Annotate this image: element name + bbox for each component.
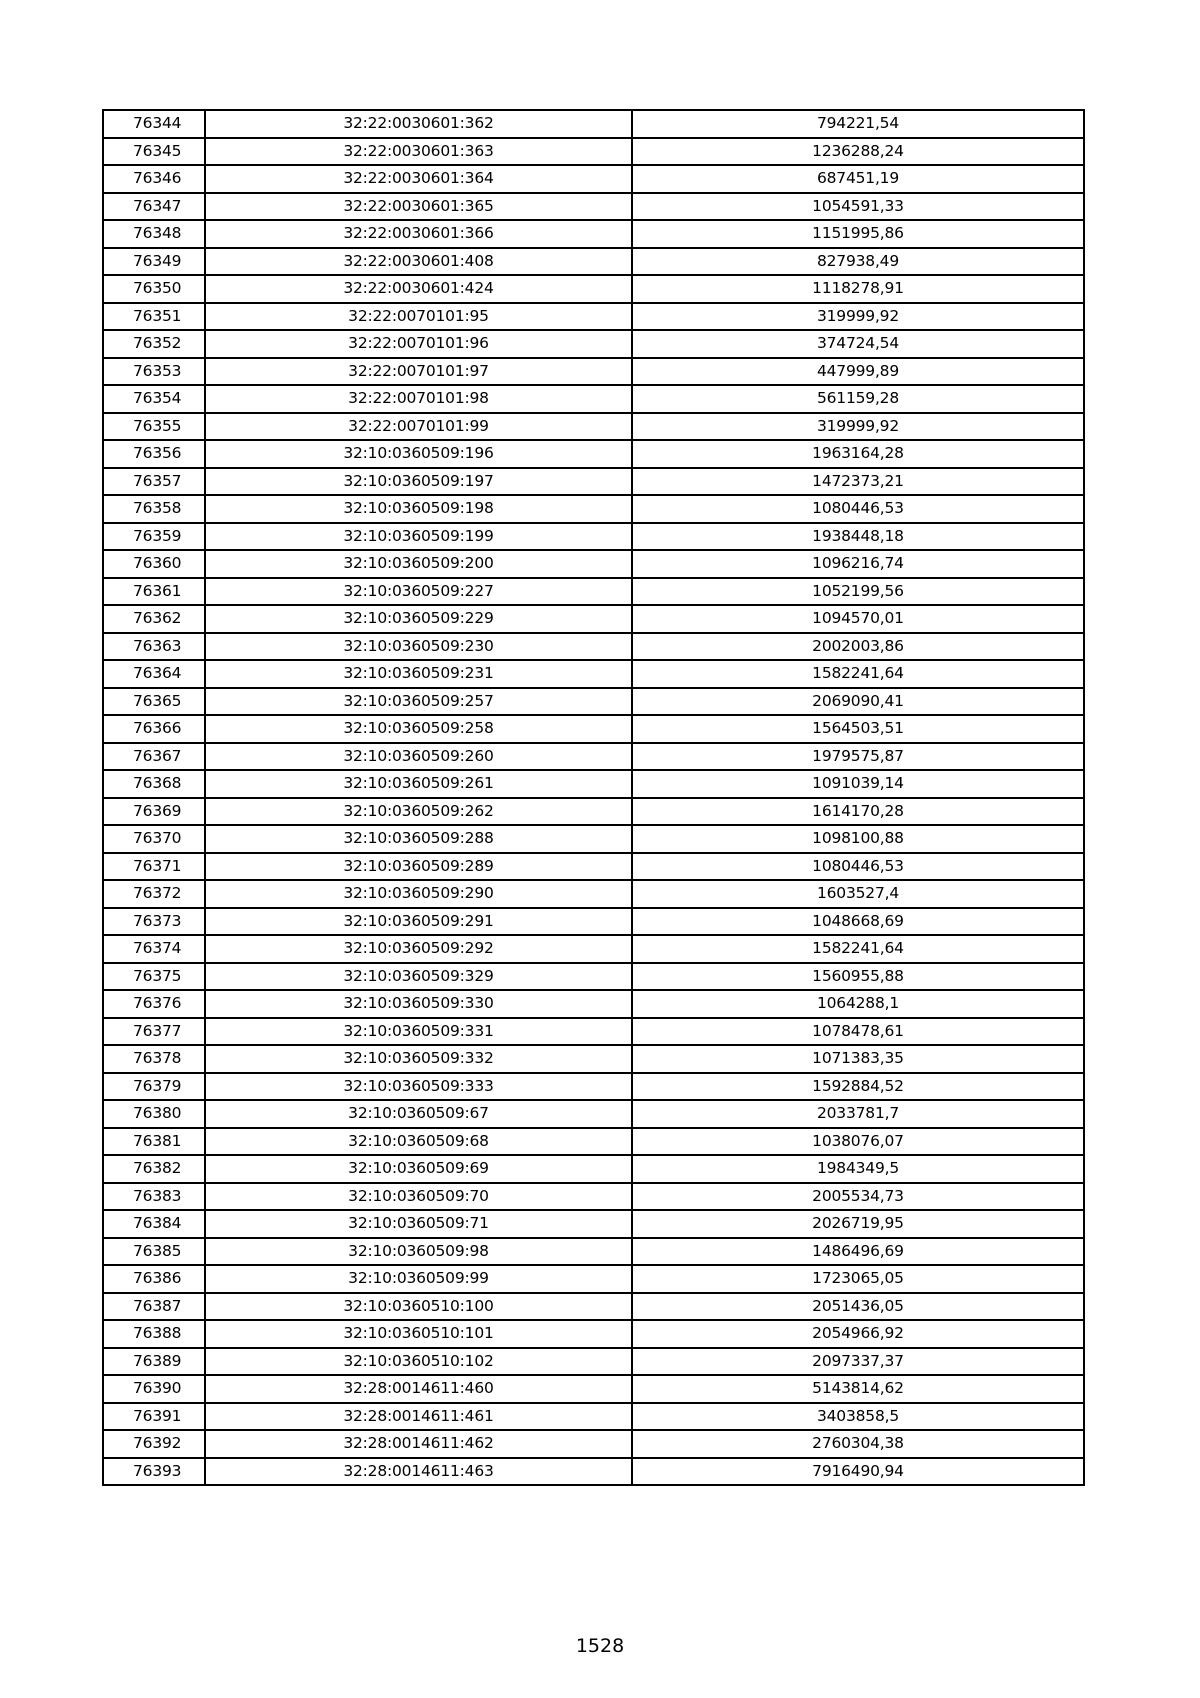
value-cell: 1048668,69: [632, 908, 1084, 936]
cadastral-number-cell: 32:10:0360509:329: [205, 963, 632, 991]
row-number-cell: 76383: [103, 1183, 205, 1211]
row-number-cell: 76357: [103, 468, 205, 496]
value-cell: 827938,49: [632, 248, 1084, 276]
cadastral-number-cell: 32:10:0360509:291: [205, 908, 632, 936]
table-row: [103, 1100, 1084, 1128]
table-row: [103, 578, 1084, 606]
table-row: [103, 1375, 1084, 1403]
row-number-cell: 76371: [103, 853, 205, 881]
row-number-cell: 76372: [103, 880, 205, 908]
row-number-cell: 76358: [103, 495, 205, 523]
value-cell: 1560955,88: [632, 963, 1084, 991]
table-row: [103, 440, 1084, 468]
row-number-cell: 76370: [103, 825, 205, 853]
table-row: [103, 770, 1084, 798]
cadastral-number-cell: 32:10:0360509:199: [205, 523, 632, 551]
row-number-cell: 76377: [103, 1018, 205, 1046]
cadastral-number-cell: 32:28:0014611:460: [205, 1375, 632, 1403]
row-number-cell: 76349: [103, 248, 205, 276]
cadastral-number-cell: 32:10:0360509:196: [205, 440, 632, 468]
cadastral-number-cell: 32:10:0360509:289: [205, 853, 632, 881]
value-cell: 2033781,7: [632, 1100, 1084, 1128]
row-number-cell: 76385: [103, 1238, 205, 1266]
value-cell: 1236288,24: [632, 138, 1084, 166]
row-number-cell: 76359: [103, 523, 205, 551]
table-row: [103, 1348, 1084, 1376]
value-cell: 1614170,28: [632, 798, 1084, 826]
cadastral-number-cell: 32:10:0360509:330: [205, 990, 632, 1018]
table-row: [103, 1403, 1084, 1431]
cadastral-number-cell: 32:22:0030601:408: [205, 248, 632, 276]
cadastral-number-cell: 32:10:0360510:101: [205, 1320, 632, 1348]
table-row: [103, 1320, 1084, 1348]
cadastral-number-cell: 32:10:0360510:102: [205, 1348, 632, 1376]
cadastral-number-cell: 32:10:0360509:333: [205, 1073, 632, 1101]
row-number-cell: 76384: [103, 1210, 205, 1238]
cadastral-number-cell: 32:10:0360509:229: [205, 605, 632, 633]
value-cell: 1723065,05: [632, 1265, 1084, 1293]
cadastral-number-cell: 32:10:0360509:98: [205, 1238, 632, 1266]
table-row: [103, 110, 1084, 138]
value-cell: 3403858,5: [632, 1403, 1084, 1431]
cadastral-number-cell: 32:28:0014611:462: [205, 1430, 632, 1458]
value-cell: 2054966,92: [632, 1320, 1084, 1348]
table-row: [103, 1238, 1084, 1266]
cadastral-number-cell: 32:22:0030601:362: [205, 110, 632, 138]
row-number-cell: 76367: [103, 743, 205, 771]
table-row: [103, 990, 1084, 1018]
table-row: [103, 1430, 1084, 1458]
table-row: [103, 1018, 1084, 1046]
cadastral-number-cell: 32:10:0360509:198: [205, 495, 632, 523]
value-cell: 1486496,69: [632, 1238, 1084, 1266]
cadastral-number-cell: 32:10:0360509:230: [205, 633, 632, 661]
table-row: [103, 963, 1084, 991]
cadastral-number-cell: 32:10:0360509:200: [205, 550, 632, 578]
table-row: [103, 1073, 1084, 1101]
table-row: [103, 1155, 1084, 1183]
table-row: [103, 220, 1084, 248]
value-cell: 1098100,88: [632, 825, 1084, 853]
row-number-cell: 76345: [103, 138, 205, 166]
cadastral-number-cell: 32:22:0070101:99: [205, 413, 632, 441]
table-row: [103, 165, 1084, 193]
value-cell: 1038076,07: [632, 1128, 1084, 1156]
value-cell: 7916490,94: [632, 1458, 1084, 1486]
row-number-cell: 76344: [103, 110, 205, 138]
value-cell: 1592884,52: [632, 1073, 1084, 1101]
cadastral-number-cell: 32:22:0070101:98: [205, 385, 632, 413]
cadastral-number-cell: 32:10:0360509:288: [205, 825, 632, 853]
table-row: [103, 908, 1084, 936]
cadastral-number-cell: 32:22:0070101:95: [205, 303, 632, 331]
row-number-cell: 76354: [103, 385, 205, 413]
cadastral-number-cell: 32:10:0360510:100: [205, 1293, 632, 1321]
cadastral-number-cell: 32:10:0360509:227: [205, 578, 632, 606]
table-row: [103, 468, 1084, 496]
cadastral-number-cell: 32:10:0360509:262: [205, 798, 632, 826]
value-cell: 2760304,38: [632, 1430, 1084, 1458]
table-row: [103, 1458, 1084, 1486]
value-cell: 1052199,56: [632, 578, 1084, 606]
cadastral-number-cell: 32:10:0360509:290: [205, 880, 632, 908]
table-row: [103, 385, 1084, 413]
value-cell: 1078478,61: [632, 1018, 1084, 1046]
value-cell: 2051436,05: [632, 1293, 1084, 1321]
table-row: [103, 1045, 1084, 1073]
table-row: [103, 248, 1084, 276]
page-number: 1528: [575, 1635, 625, 1657]
row-number-cell: 76348: [103, 220, 205, 248]
row-number-cell: 76356: [103, 440, 205, 468]
value-cell: 319999,92: [632, 303, 1084, 331]
value-cell: 1151995,86: [632, 220, 1084, 248]
data-table: [102, 109, 1085, 1486]
value-cell: 1080446,53: [632, 495, 1084, 523]
cadastral-number-cell: 32:10:0360509:231: [205, 660, 632, 688]
row-number-cell: 76361: [103, 578, 205, 606]
table-row: [103, 825, 1084, 853]
table-row: [103, 633, 1084, 661]
table-row: [103, 688, 1084, 716]
row-number-cell: 76352: [103, 330, 205, 358]
value-cell: 1472373,21: [632, 468, 1084, 496]
value-cell: 1603527,4: [632, 880, 1084, 908]
row-number-cell: 76364: [103, 660, 205, 688]
row-number-cell: 76379: [103, 1073, 205, 1101]
cadastral-number-cell: 32:28:0014611:463: [205, 1458, 632, 1486]
value-cell: 1064288,1: [632, 990, 1084, 1018]
cadastral-number-cell: 32:10:0360509:260: [205, 743, 632, 771]
table-body: [103, 110, 1084, 1485]
row-number-cell: 76360: [103, 550, 205, 578]
table-row: [103, 880, 1084, 908]
cadastral-number-cell: 32:10:0360509:67: [205, 1100, 632, 1128]
cadastral-number-cell: 32:22:0030601:363: [205, 138, 632, 166]
value-cell: 447999,89: [632, 358, 1084, 386]
table-row: [103, 193, 1084, 221]
row-number-cell: 76365: [103, 688, 205, 716]
value-cell: 561159,28: [632, 385, 1084, 413]
value-cell: 1071383,35: [632, 1045, 1084, 1073]
table-row: [103, 935, 1084, 963]
cadastral-number-cell: 32:28:0014611:461: [205, 1403, 632, 1431]
value-cell: 319999,92: [632, 413, 1084, 441]
table-row: [103, 660, 1084, 688]
row-number-cell: 76387: [103, 1293, 205, 1321]
row-number-cell: 76386: [103, 1265, 205, 1293]
row-number-cell: 76351: [103, 303, 205, 331]
row-number-cell: 76347: [103, 193, 205, 221]
value-cell: 2097337,37: [632, 1348, 1084, 1376]
row-number-cell: 76389: [103, 1348, 205, 1376]
value-cell: 1979575,87: [632, 743, 1084, 771]
value-cell: 1984349,5: [632, 1155, 1084, 1183]
value-cell: 1963164,28: [632, 440, 1084, 468]
row-number-cell: 76346: [103, 165, 205, 193]
table-row: [103, 1210, 1084, 1238]
table-row: [103, 303, 1084, 331]
table-row: [103, 495, 1084, 523]
table-row: [103, 798, 1084, 826]
table-row: [103, 550, 1084, 578]
value-cell: 1118278,91: [632, 275, 1084, 303]
cadastral-number-cell: 32:22:0070101:96: [205, 330, 632, 358]
cadastral-number-cell: 32:10:0360509:68: [205, 1128, 632, 1156]
row-number-cell: 76388: [103, 1320, 205, 1348]
cadastral-number-cell: 32:10:0360509:71: [205, 1210, 632, 1238]
table-row: [103, 358, 1084, 386]
value-cell: 2069090,41: [632, 688, 1084, 716]
value-cell: 1096216,74: [632, 550, 1084, 578]
row-number-cell: 76393: [103, 1458, 205, 1486]
value-cell: 2026719,95: [632, 1210, 1084, 1238]
cadastral-number-cell: 32:10:0360509:257: [205, 688, 632, 716]
table-row: [103, 605, 1084, 633]
table-row: [103, 743, 1084, 771]
value-cell: 1582241,64: [632, 660, 1084, 688]
cadastral-number-cell: 32:10:0360509:258: [205, 715, 632, 743]
value-cell: 374724,54: [632, 330, 1084, 358]
table-row: [103, 1265, 1084, 1293]
row-number-cell: 76374: [103, 935, 205, 963]
value-cell: 1582241,64: [632, 935, 1084, 963]
cadastral-number-cell: 32:22:0030601:365: [205, 193, 632, 221]
value-cell: 2002003,86: [632, 633, 1084, 661]
table-row: [103, 1293, 1084, 1321]
row-number-cell: 76375: [103, 963, 205, 991]
value-cell: 794221,54: [632, 110, 1084, 138]
table-row: [103, 138, 1084, 166]
table-row: [103, 1128, 1084, 1156]
cadastral-number-cell: 32:22:0030601:364: [205, 165, 632, 193]
cadastral-number-cell: 32:10:0360509:69: [205, 1155, 632, 1183]
value-cell: 1054591,33: [632, 193, 1084, 221]
value-cell: 5143814,62: [632, 1375, 1084, 1403]
table-row: [103, 715, 1084, 743]
value-cell: 1938448,18: [632, 523, 1084, 551]
row-number-cell: 76368: [103, 770, 205, 798]
row-number-cell: 76353: [103, 358, 205, 386]
row-number-cell: 76373: [103, 908, 205, 936]
row-number-cell: 76369: [103, 798, 205, 826]
cadastral-number-cell: 32:22:0070101:97: [205, 358, 632, 386]
value-cell: 687451,19: [632, 165, 1084, 193]
row-number-cell: 76391: [103, 1403, 205, 1431]
cadastral-number-cell: 32:10:0360509:261: [205, 770, 632, 798]
table-row: [103, 330, 1084, 358]
table-row: [103, 275, 1084, 303]
row-number-cell: 76350: [103, 275, 205, 303]
row-number-cell: 76382: [103, 1155, 205, 1183]
cadastral-number-cell: 32:10:0360509:332: [205, 1045, 632, 1073]
row-number-cell: 76366: [103, 715, 205, 743]
row-number-cell: 76392: [103, 1430, 205, 1458]
cadastral-number-cell: 32:22:0030601:366: [205, 220, 632, 248]
table-row: [103, 523, 1084, 551]
row-number-cell: 76381: [103, 1128, 205, 1156]
row-number-cell: 76376: [103, 990, 205, 1018]
cadastral-number-cell: 32:10:0360509:70: [205, 1183, 632, 1211]
row-number-cell: 76355: [103, 413, 205, 441]
row-number-cell: 76363: [103, 633, 205, 661]
cadastral-number-cell: 32:10:0360509:292: [205, 935, 632, 963]
cadastral-number-cell: 32:22:0030601:424: [205, 275, 632, 303]
cadastral-number-cell: 32:10:0360509:331: [205, 1018, 632, 1046]
value-cell: 1564503,51: [632, 715, 1084, 743]
row-number-cell: 76362: [103, 605, 205, 633]
row-number-cell: 76390: [103, 1375, 205, 1403]
value-cell: 1094570,01: [632, 605, 1084, 633]
value-cell: 2005534,73: [632, 1183, 1084, 1211]
cadastral-number-cell: 32:10:0360509:99: [205, 1265, 632, 1293]
table-row: [103, 853, 1084, 881]
value-cell: 1080446,53: [632, 853, 1084, 881]
table-row: [103, 413, 1084, 441]
row-number-cell: 76378: [103, 1045, 205, 1073]
value-cell: 1091039,14: [632, 770, 1084, 798]
table-row: [103, 1183, 1084, 1211]
cadastral-number-cell: 32:10:0360509:197: [205, 468, 632, 496]
row-number-cell: 76380: [103, 1100, 205, 1128]
